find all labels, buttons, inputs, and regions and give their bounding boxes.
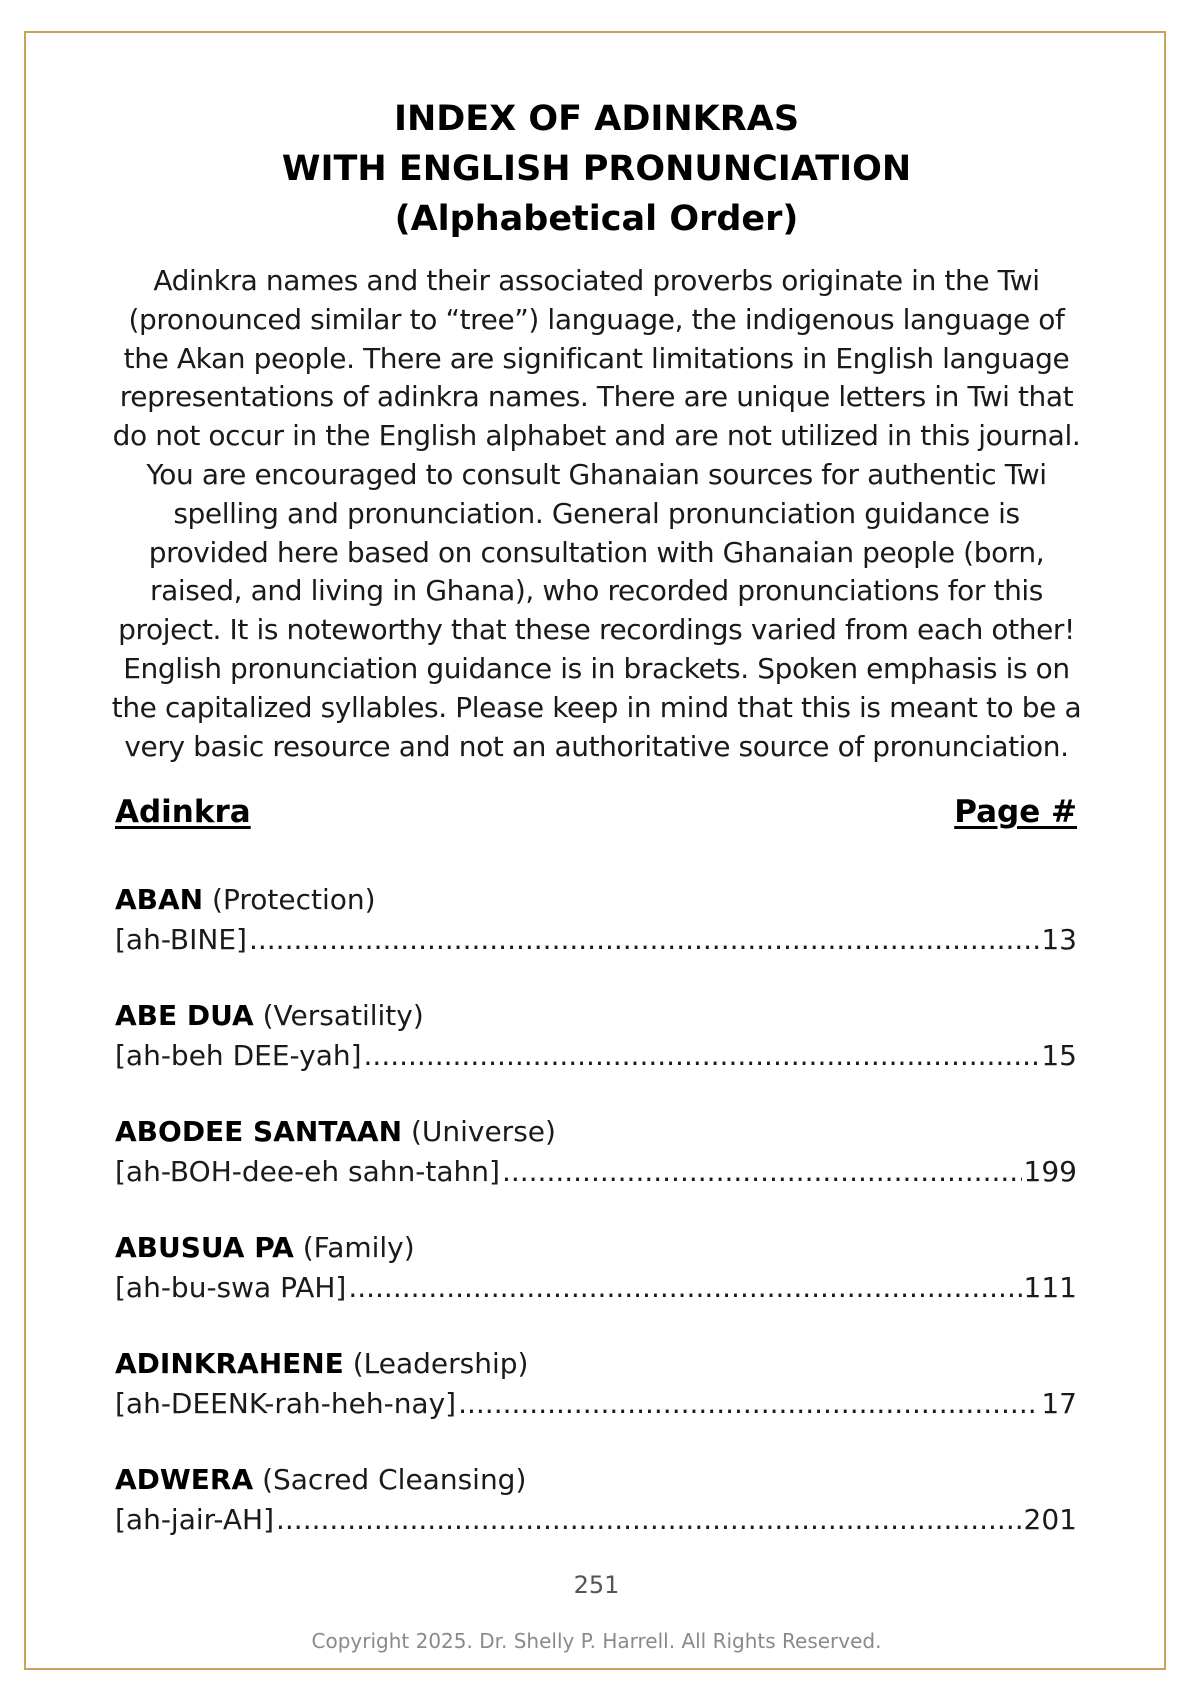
entry-pronunciation: [ah-jair-AH] <box>115 1503 274 1536</box>
index-entry <box>115 1460 1077 1576</box>
copyright-notice: Copyright 2025. Dr. Shelly P. Harrell. All Rights Reserved. <box>311 1629 882 1653</box>
entry-name: ADWERA <box>115 1463 254 1496</box>
dot-leader <box>249 920 1039 960</box>
entry-page-number: 199 <box>1023 1155 1077 1188</box>
column-header-adinkra: Adinkra <box>115 794 251 830</box>
dot-leader <box>458 1384 1039 1424</box>
index-entry <box>115 996 1077 1112</box>
column-header-page: Page # <box>954 794 1077 830</box>
entry-name: ABE DUA <box>115 999 254 1032</box>
page-title <box>0 94 1193 244</box>
intro-line: do not occur in the English alphabet and are not utilized in this journal. <box>112 419 1081 453</box>
title-line-3: (Alphabetical Order) <box>394 199 799 239</box>
intro-line: Adinkra names and their associated proverbs originate in the Twi <box>153 264 1040 297</box>
title-line-2: WITH ENGLISH PRONUNCIATION <box>281 149 912 189</box>
entry-page-number: 15 <box>1041 1039 1077 1072</box>
dot-leader <box>276 1500 1022 1540</box>
intro-line: spelling and pronunciation. General pronunciation guidance is <box>173 496 1020 530</box>
dot-leader <box>364 1036 1040 1076</box>
entry-meaning: (Leadership) <box>352 1347 529 1380</box>
dot-leader <box>502 1152 1022 1192</box>
index-entries <box>115 880 1077 1576</box>
entry-pronunciation: [ah-BINE] <box>115 923 247 956</box>
entry-name: ABODEE SANTAAN <box>115 1115 403 1148</box>
entry-pronunciation: [ah-beh DEE-yah] <box>115 1039 362 1072</box>
entry-meaning: (Protection) <box>212 883 376 916</box>
entry-page-number: 201 <box>1023 1503 1077 1536</box>
entry-name: ADINKRAHENE <box>115 1347 344 1380</box>
intro-line: very basic resource and not an authoritative source of pronunciation. <box>124 729 1069 763</box>
entry-page-number: 111 <box>1023 1271 1077 1304</box>
intro-line: provided here based on consultation with Ghanaian people (born, <box>148 535 1045 569</box>
entry-page-number: 17 <box>1041 1387 1077 1420</box>
entry-meaning: (Universe) <box>410 1115 556 1148</box>
intro-line: (pronounced similar to “tree”) language, the indigenous language of <box>128 302 1065 336</box>
intro-line: project. It is noteworthy that these recordings varied from each other! <box>118 613 1075 647</box>
index-entry <box>115 1112 1077 1228</box>
entry-meaning: (Family) <box>302 1231 415 1264</box>
entry-pronunciation: [ah-bu-swa PAH] <box>115 1271 347 1304</box>
dot-leader <box>348 1268 1021 1308</box>
intro-line: English pronunciation guidance is in brackets. Spoken emphasis is on <box>123 651 1070 685</box>
entry-pronunciation: [ah-DEENK-rah-heh-nay] <box>115 1387 457 1420</box>
intro-paragraph <box>70 262 1123 766</box>
index-entry <box>115 880 1077 996</box>
page-number: 251 <box>573 1571 620 1599</box>
index-entry <box>115 1344 1077 1460</box>
entry-name: ABUSUA PA <box>115 1231 294 1264</box>
index-entry <box>115 1228 1077 1344</box>
intro-line: the Akan people. There are significant limitations in English language <box>123 341 1070 375</box>
intro-line: You are encouraged to consult Ghanaian sources for authentic Twi <box>146 457 1047 491</box>
title-line-1: INDEX OF ADINKRAS <box>393 99 800 139</box>
entry-name: ABAN <box>115 883 204 916</box>
entry-pronunciation: [ah-BOH-dee-eh sahn-tahn] <box>115 1155 500 1188</box>
entry-page-number: 13 <box>1041 923 1077 956</box>
intro-line: the capitalized syllables. Please keep in mind that this is meant to be a <box>111 690 1082 724</box>
entry-meaning: (Sacred Cleansing) <box>262 1463 527 1496</box>
intro-line: representations of adinkra names. There are unique letters in Twi that <box>119 380 1074 414</box>
intro-line: raised, and living in Ghana), who recorded pronunciations for this <box>149 574 1043 608</box>
entry-meaning: (Versatility) <box>262 999 424 1032</box>
